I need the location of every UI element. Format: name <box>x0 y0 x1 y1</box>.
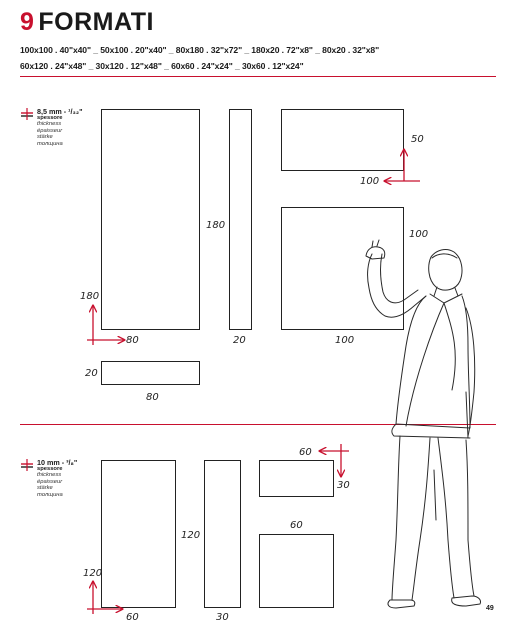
sizes-line-1: 100x100 . 40"x40" _ 50x100 . 20"x40" _ 80x180 . 32"x72" _ 180x20 . 72"x8" _ 80x20 . 32"x8" <box>20 45 380 55</box>
thickness-label-de: stärke <box>37 134 53 141</box>
thickness-label-fr: épaisseur <box>37 478 63 485</box>
sizes-line-2: 60x120 . 24"x48" _ 30x120 . 12"x48" _ 60x60 . 24"x24" _ 30x60 . 12"x24" <box>20 61 304 71</box>
section-title: FORMATI <box>38 8 154 36</box>
dim-label: 80 <box>126 335 139 346</box>
dim-label: 80 <box>146 392 159 403</box>
dim-label: 60 <box>299 447 312 458</box>
thickness-label-it: spessore <box>37 466 63 472</box>
dim-label: 180 <box>206 220 226 231</box>
thickness-label-it: spessore <box>37 115 63 121</box>
dim-label: 30 <box>216 612 229 623</box>
dim-label: 20 <box>233 335 246 346</box>
thickness-value: 10 mm - ³/₈" <box>37 458 78 467</box>
dim-label: 60 <box>126 612 139 623</box>
page-number: 49 <box>486 605 494 612</box>
thickness-label-en: thickness <box>37 472 62 479</box>
person-illustration <box>366 240 481 608</box>
dim-label: 100 <box>409 229 429 240</box>
section-number: 9 <box>20 8 35 36</box>
thickness-label-en: thickness <box>37 121 62 128</box>
dim-label: 120 <box>83 568 103 579</box>
thickness-label-de: stärke <box>37 485 53 492</box>
dimension-arrows <box>87 150 420 614</box>
thickness-label-ru: толщина <box>37 491 63 498</box>
dim-label: 120 <box>181 530 201 541</box>
dim-label: 20 <box>85 368 98 379</box>
dim-label: 180 <box>80 291 100 302</box>
dim-label: 100 <box>335 335 355 346</box>
dim-label: 100 <box>360 176 380 187</box>
thickness-value: 8,5 mm - ¹/₃₂" <box>37 107 83 116</box>
thickness-label-fr: épaisseur <box>37 127 63 134</box>
thickness-label-ru: толщина <box>37 140 63 147</box>
dim-label: 30 <box>337 480 350 491</box>
dim-label: 60 <box>290 520 303 531</box>
dim-label: 50 <box>411 134 424 145</box>
